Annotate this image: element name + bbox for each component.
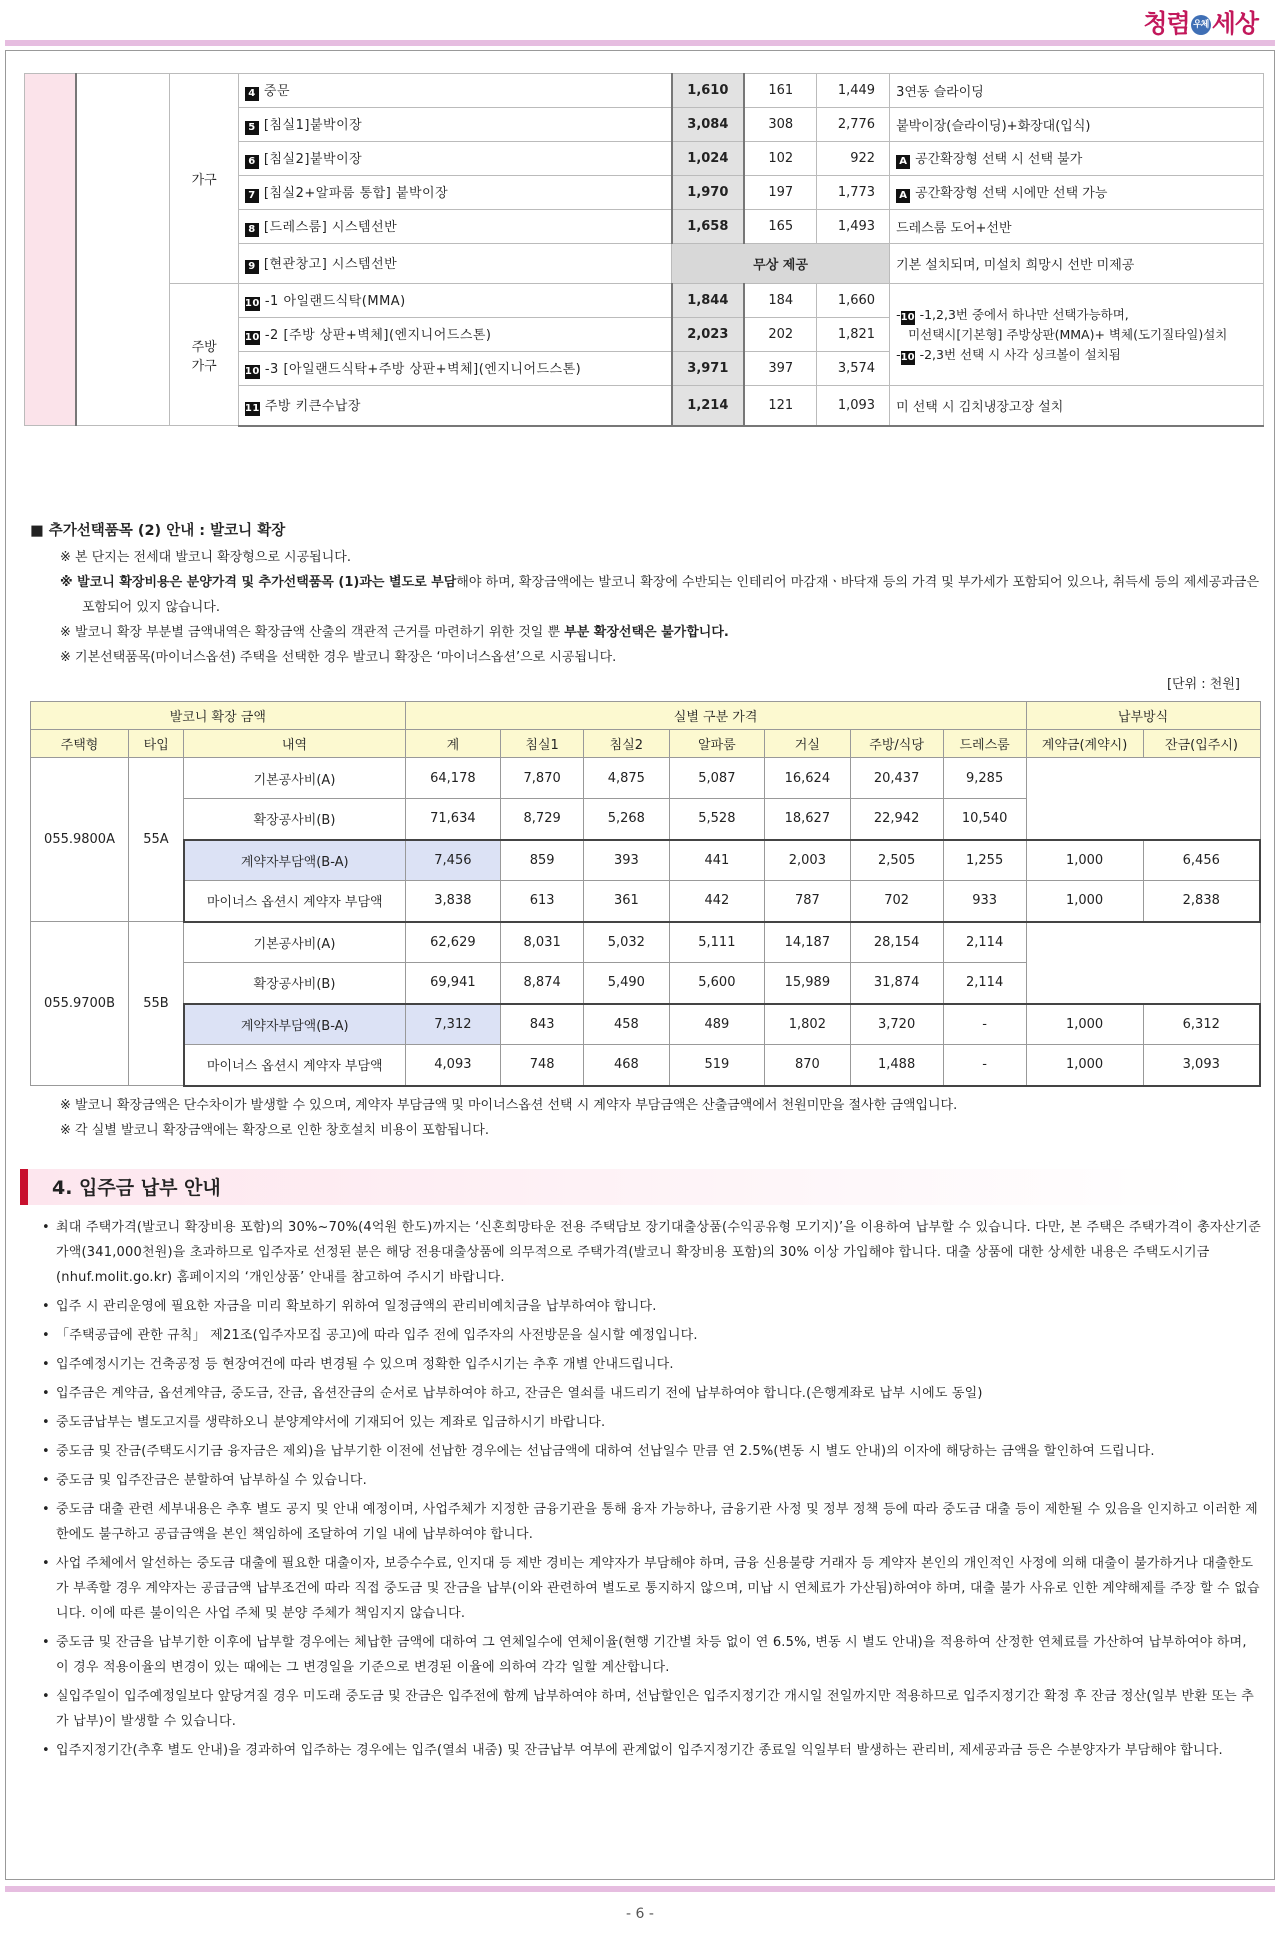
item-number-badge: 10 [244,366,260,377]
list-item: • 입주예정시기는 건축공정 등 현장여건에 따라 변경될 수 있으며 정확한 입주시기는 추후 개별 안내드립니다. [42,1352,1262,1377]
option-item [238,176,671,210]
option-item [238,74,671,108]
vat-price: 161 [744,74,817,108]
vat-price: 197 [744,176,817,210]
blank-cell [76,74,169,426]
price-cell: 458 [584,1004,669,1045]
price-cell: 5,032 [584,922,669,963]
total-price: 3,084 [672,108,745,142]
supply-price: 1,449 [817,74,890,108]
vat-price: 308 [744,108,817,142]
cost-label: 기본공사비(A) [184,758,405,799]
price-cell: 31,874 [850,963,943,1004]
kitchen-note [890,284,1264,386]
table-row [31,758,1261,799]
price-cell: 442 [669,881,765,922]
logo: 청렴 우체 세상 [1143,9,1258,38]
option-note: 미 선택 시 김치냉장고장 설치 [890,386,1264,426]
note-text: -2,3번 선택 시 사각 싱크볼이 설치됨 [919,346,1121,362]
payment-empty [1026,758,1260,840]
option-item [238,108,671,142]
list-item: • 최대 주택가격(발코니 확장비용 포함)의 30%~70%(4억원 한도)까지는 ‘신혼희망타운 전용 주택담보 장기대출상품(수익공유형 모기지)’을 이용하여 납부할 수 있습니다. 다만, 본 주택은 주택가격이 총자산기준가액(341,000천원)을 초과하므로 입주자로 선정된 분은 해당 전용대출상품에 의무적으로 주택가격(발코니 확장비용 포함)의 30% 이상 가입해야 합니다. 대출 상품에 대한 상세한 내용은 주택도시기금(nhuf.molit.go.kr) 홈페이지의 ‘개인상품’ 안내를 참고하여 주시기 바랍니다. [42,1215,1262,1290]
price-cell: 8,729 [501,799,584,840]
option-note [890,142,1264,176]
item-number-badge: 4 [245,87,259,101]
price-cell: 2,114 [943,922,1026,963]
list-item: • 입주지정기간(추후 별도 안내)을 경과하여 입주하는 경우에는 입주(열쇠 내줌) 및 잔금납부 여부에 관계없이 입주지정기간 종료일 익일부터 발생하는 관리비, 제세공과금 등은 수분양자가 부담해야 합니다. [42,1738,1262,1763]
price-cell: 5,111 [669,922,765,963]
column-header: 주방/식당 [850,730,943,758]
price-cell: 859 [501,840,584,881]
option-item [238,386,671,426]
price-cell: 14,187 [765,922,850,963]
furniture-option-table [24,73,1264,427]
note-bold: ※ 발코니 확장비용은 분양가격 및 추가선택품목 (1)과는 별도로 부담 [60,575,457,590]
item-number-badge: 7 [245,189,259,203]
option-name: -1 아일랜드식탁(MMA) [264,294,406,309]
column-header: 알파룸 [669,730,765,758]
price-cell: 519 [669,1045,765,1086]
price-cell: 15,989 [765,963,850,1004]
list-item: • 중도금납부는 별도고지를 생략하오니 분양계약서에 기재되어 있는 계좌로 입금하시기 바랍니다. [42,1410,1262,1435]
balcony-price-table [30,701,1261,1087]
price-cell: 71,634 [405,799,501,840]
price-cell: 8,874 [501,963,584,1004]
price-cell: 2,505 [850,840,943,881]
kitchen-note-line: -10 -1,2,3번 중에서 하나만 선택가능하며, [896,306,1129,323]
note-text: ※ 본 단지는 전세대 발코니 확장형으로 시공됩니다. [60,550,351,565]
price-cell: 5,490 [584,963,669,1004]
price-cell: 4,093 [405,1045,501,1086]
note-text: 해야 하며, 확장금액에는 발코니 확장에 수반되는 인테리어 마감재ㆍ바닥재 등의 가격 및 부가세가 포함되어 있으나, 취득세 등의 제세공과금은 포함되어 있지 않습니다. [82,575,1260,615]
option-name: [침실2]붙박이장 [263,152,363,167]
bottom-stripe [5,1886,1275,1892]
price-cell: 2,114 [943,963,1026,1004]
item-number-badge: 10 [900,351,915,363]
category-kitchen: 주방 가구 [170,284,239,426]
price-cell: 4,875 [584,758,669,799]
item-number-badge: A [896,155,910,169]
balcony-note [60,545,1260,570]
option-note [890,210,1264,244]
footnote: ※ 발코니 확장금액은 단수차이가 발생할 수 있으며, 계약자 부담금액 및 마이너스옵션 선택 시 계약자 부담금액은 산출금액에서 천원미만을 절사한 금액입니다. [60,1098,958,1113]
item-number-badge: 8 [245,223,259,237]
note-text: ※ 기본선택품목(마이너스옵션) 주택을 선택한 경우 발코니 확장은 ‘마이너스옵션’으로 시공됩니다. [60,650,617,665]
price-cell: 9,285 [943,758,1026,799]
top-stripe [5,40,1275,46]
total-price: 3,971 [672,352,745,386]
note-bold: 부분 확장선택은 불가합니다. [564,625,729,640]
total-price: 1,024 [672,142,745,176]
list-item: • 사업 주체에서 알선하는 중도금 대출에 필요한 대출이자, 보증수수료, 인지대 등 제반 경비는 계약자가 부담해야 하며, 금융 신용불량 거래자 등 계약자 본인의 개인적인 사정에 의해 대출이 불가하거나 대출한도가 부족할 경우 계약자는 공급금액 납부조건에 따라 직접 중도금 및 잔금을 납부(이와 관련하여 별도로 통지하지 않으며, 미납 시 연체료가 가산됨)하여야 하며, 대출 불가 사유로 인한 계약해제를 주장 할 수 없습니다. 이에 따른 불이익은 사업 주체 및 분양 주체가 책임지지 않습니다. [42,1551,1262,1626]
price-cell: 10,540 [943,799,1026,840]
vat-price: 121 [744,386,817,426]
price-cell: 361 [584,881,669,922]
kitchen-note-line: -10 -2,3번 선택 시 사각 싱크볼이 설치됨 [896,346,1121,363]
list-item: • 「주택공급에 관한 규칙」 제21조(입주자모집 공고)에 따라 입주 전에 입주자의 사전방문을 실시할 예정입니다. [42,1323,1262,1348]
price-cell: - [943,1004,1026,1045]
column-header: 드레스룸 [943,730,1026,758]
column-header: 내역 [184,730,405,758]
table-row [25,284,1264,318]
balcony-section-title: ■ 추가선택품목 (2) 안내 : 발코니 확장 [30,523,286,539]
section-4-title: 4. 입주금 납부 안내 [52,1177,221,1199]
item-number-badge: 10 [900,311,915,323]
price-cell: 1,000 [1026,1004,1143,1045]
price-cell: 7,870 [501,758,584,799]
price-cell: 1,488 [850,1045,943,1086]
cost-label: 확장공사비(B) [184,963,405,1004]
cost-label: 확장공사비(B) [184,799,405,840]
total-price: 1,658 [672,210,745,244]
vat-price: 397 [744,352,817,386]
item-number-badge: 5 [245,121,259,135]
cost-label: 계약자부담액(B-A) [184,1004,405,1045]
supply-price: 922 [817,142,890,176]
note-text: -1,2,3번 중에서 하나만 선택가능하며, [919,306,1129,322]
price-cell: 1,000 [1026,881,1143,922]
cost-label: 마이너스 옵션시 계약자 부담액 [184,1045,405,1086]
price-cell: 22,942 [850,799,943,840]
price-cell: 2,003 [765,840,850,881]
list-item: • 입주 시 관리운영에 필요한 자금을 미리 확보하기 위하여 일정금액의 관리비예치금을 납부하여야 합니다. [42,1294,1262,1319]
list-item: • 중도금 대출 관련 세부내용은 추후 별도 공지 및 안내 예정이며, 사업주체가 지정한 금융기관을 통해 융자 가능하나, 금융기관 사정 및 정부 정책 등에 따라 중도금 대출 등이 제한될 수 있음을 인지하고 이러한 제한에도 불구하고 공급금액을 본인 책임하에 조달하여 기일 내에 납부하여야 합니다. [42,1497,1262,1547]
balcony-notes [60,545,1260,670]
price-cell: 702 [850,881,943,922]
column-header: 침실1 [501,730,584,758]
table-row [25,74,1264,108]
option-name: [침실2+알파룸 통합] 붙박이장 [263,186,449,201]
note-text: 기본 설치되며, 미설치 희망시 선반 미제공 [896,258,1135,273]
option-note [890,108,1264,142]
unit-type: 55B [129,922,184,1086]
table-row [31,1004,1261,1045]
option-item [238,352,671,386]
supply-price: 1,821 [817,318,890,352]
note-text: 3연동 슬라이딩 [896,85,984,100]
item-number-badge: 11 [244,402,260,414]
price-cell: - [943,1045,1026,1086]
list-item: • 중도금 및 잔금(주택도시기금 융자금은 제외)을 납부기한 이전에 선납한 경우에는 선납금액에 대하여 선납일수 만큼 연 2.5%(변동 시 별도 안내)의 이자에 해당하는 금액을 할인하여 드립니다. [42,1439,1262,1464]
supply-price: 1,773 [817,176,890,210]
note-text: 드레스룸 도어+선반 [896,221,1012,236]
supply-price: 1,660 [817,284,890,318]
balcony-note [60,645,1260,670]
price-cell: 843 [501,1004,584,1045]
page-frame [5,50,1275,1880]
table-row [31,922,1261,963]
header-balcony-amount: 발코니 확장 금액 [31,702,406,730]
note-text: 공간확장형 선택 시에만 선택 가능 [915,186,1108,201]
supply-price: 1,093 [817,386,890,426]
house-type: 055.9700B [31,922,129,1086]
price-cell: 787 [765,881,850,922]
table-row [31,881,1261,922]
price-cell: 1,000 [1026,1045,1143,1086]
free-provided-cell: 무상 제공 [672,244,890,284]
price-cell: 7,312 [405,1004,501,1045]
unit-label: [단위 : 천원] [1166,677,1240,692]
price-cell: 16,624 [765,758,850,799]
price-cell: 489 [669,1004,765,1045]
payment-empty [1026,922,1260,1004]
total-price: 2,023 [672,318,745,352]
option-item [238,244,671,284]
column-header: 거실 [765,730,850,758]
option-item [238,318,671,352]
item-number-badge: 10 [244,298,260,309]
vat-price: 184 [744,284,817,318]
supply-price: 1,493 [817,210,890,244]
price-cell: 5,268 [584,799,669,840]
price-cell: 8,031 [501,922,584,963]
price-cell: 468 [584,1045,669,1086]
cost-label: 마이너스 옵션시 계약자 부담액 [184,881,405,922]
price-cell: 5,087 [669,758,765,799]
price-cell: 1,000 [1026,840,1143,881]
option-name: -2 [주방 상판+벽체](엔지니어드스톤) [264,328,492,343]
item-number-badge: 6 [245,155,259,169]
price-cell: 7,456 [405,840,501,881]
price-cell: 69,941 [405,963,501,1004]
total-price: 1,610 [672,74,745,108]
price-cell: 748 [501,1045,584,1086]
price-cell: 28,154 [850,922,943,963]
note-text: 붙박이장(슬라이딩)+화장대(입식) [896,119,1091,134]
price-cell: 6,312 [1143,1004,1260,1045]
option-item [238,284,671,318]
option-name: 주방 키큰수납장 [264,398,361,414]
category-furniture: 가구 [170,74,239,284]
supply-price: 3,574 [817,352,890,386]
balcony-note [60,570,1260,620]
house-type: 055.9800A [31,758,129,922]
footnote: ※ 각 실별 발코니 확장금액에는 확장으로 인한 창호설치 비용이 포함됩니다. [60,1123,489,1138]
price-cell: 441 [669,840,765,881]
balcony-note [60,620,1260,645]
option-name: [드레스룸] 시스템선반 [263,220,398,235]
total-price: 1,214 [672,386,745,426]
vat-price: 102 [744,142,817,176]
cost-label: 계약자부담액(B-A) [184,840,405,881]
total-price: 1,970 [672,176,745,210]
list-item: • 실입주일이 입주예정일보다 앞당겨질 경우 미도래 중도금 및 잔금은 입주전에 함께 납부하여야 하며, 선납할인은 입주지정기간 개시일 전일까지만 적용하므로 입주지정기간 확정 후 잔금 정산(일부 반환 또는 추가 납부)이 발생할 수 있습니다. [42,1684,1262,1734]
column-header: 잔금(입주시) [1143,730,1260,758]
list-item: • 입주금은 계약금, 옵션계약금, 중도금, 잔금, 옵션잔금의 순서로 납부하여야 하고, 잔금은 열쇠를 내드리기 전에 납부하여야 합니다.(은행계좌로 납부 시에도 동일) [42,1381,1262,1406]
price-cell: 393 [584,840,669,881]
option-name: [현관창고] 시스템선반 [263,257,398,272]
pink-margin-cell [25,74,77,426]
unit-type: 55A [129,758,184,922]
price-cell: 64,178 [405,758,501,799]
price-cell: 933 [943,881,1026,922]
option-item [238,142,671,176]
note-text: ※ 발코니 확장 부분별 금액내역은 확장금액 산출의 객관적 근거를 마련하기 위한 것일 뿐 [60,625,565,640]
item-number-badge: 10 [244,332,260,343]
option-item [238,210,671,244]
price-cell: 3,720 [850,1004,943,1045]
header-payment: 납부방식 [1026,702,1260,730]
option-name: -3 [아일랜드식탁+주방 상판+벽체](엔지니어드스톤) [264,362,582,377]
payment-guide-list [42,1215,1262,1767]
item-number-badge: 9 [245,260,259,274]
column-header: 계 [405,730,501,758]
table-row [31,840,1261,881]
price-cell: 613 [501,881,584,922]
list-item: • 중도금 및 입주잔금은 분할하여 납부하실 수 있습니다. [42,1468,1262,1493]
list-item: • 중도금 및 잔금을 납부기한 이후에 납부할 경우에는 체납한 금액에 대하여 그 연체일수에 연체이율(현행 기간별 차등 없이 연 6.5%, 변동 시 별도 안내)을 적용하여 산정한 연체료를 가산하여 납부하여야 하며, 이 경우 적용이율의 변경이 있는 때에는 그 변경일을 기준으로 변경된 이율에 의하여 각각 일할 계산합니다. [42,1630,1262,1680]
vat-price: 165 [744,210,817,244]
column-header: 타입 [129,730,184,758]
price-cell: 1,802 [765,1004,850,1045]
price-cell: 2,838 [1143,881,1260,922]
option-note [890,176,1264,210]
section-4-header [20,1169,1260,1205]
page-number: - 6 - [626,1906,654,1922]
column-header: 계약금(계약시) [1026,730,1143,758]
option-name: [침실1]붙박이장 [263,118,363,133]
column-header: 침실2 [584,730,669,758]
kitchen-note-line: 미선택시[기본형] 주방상판(MMA)+ 벽체(도기질타일)설치 [908,326,1228,342]
column-header: 주택형 [31,730,129,758]
option-note [890,74,1264,108]
vat-price: 202 [744,318,817,352]
header-room-price: 실별 구분 가격 [405,702,1026,730]
supply-price: 2,776 [817,108,890,142]
item-number-badge: A [896,189,910,203]
price-cell: 62,629 [405,922,501,963]
price-cell: 18,627 [765,799,850,840]
price-cell: 1,255 [943,840,1026,881]
balcony-footnotes [60,1093,957,1143]
price-cell: 5,528 [669,799,765,840]
cost-label: 기본공사비(A) [184,922,405,963]
price-cell: 20,437 [850,758,943,799]
price-cell: 6,456 [1143,840,1260,881]
price-cell: 5,600 [669,963,765,1004]
price-cell: 3,093 [1143,1045,1260,1086]
note-text: 공간확장형 선택 시 선택 불가 [915,152,1083,167]
option-note [890,244,1264,284]
table-row [31,1045,1261,1086]
total-price: 1,844 [672,284,745,318]
option-name: 중문 [263,84,291,99]
price-cell: 3,838 [405,881,501,922]
price-cell: 870 [765,1045,850,1086]
